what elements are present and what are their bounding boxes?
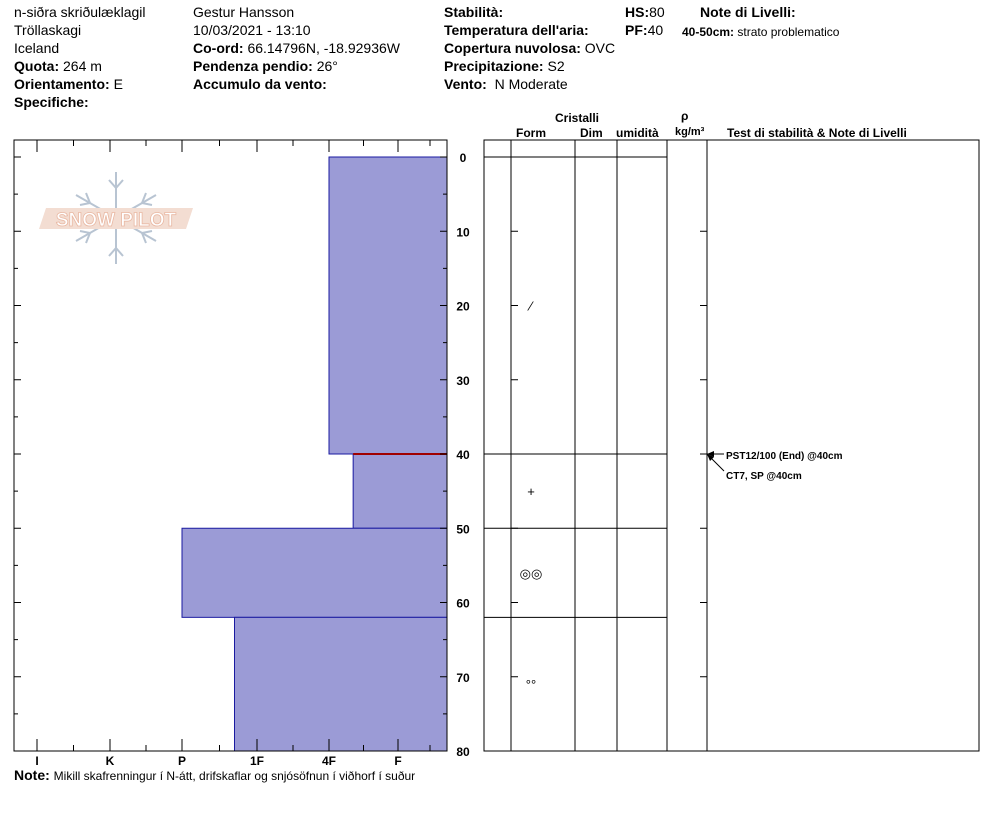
pf-value: 40 — [647, 22, 664, 38]
hardness-label: 4F — [321, 754, 337, 768]
pf-label: PF: — [625, 22, 648, 38]
hardness-layers — [182, 157, 447, 751]
depth-label: 50 — [456, 522, 470, 537]
size-header: Dim — [580, 126, 603, 140]
specifics-label: Specifiche: — [14, 94, 89, 110]
depth-label: 0 — [459, 151, 467, 165]
hs-value: 80 — [649, 4, 665, 20]
note-row — [14, 767, 415, 784]
stability-label: Stabilità: — [444, 4, 504, 20]
layer-table-frame — [484, 140, 979, 751]
rounded-grains-icon: + — [527, 484, 535, 500]
aspect-label: Orientamento: — [14, 76, 110, 92]
hardness-label: P — [177, 754, 187, 768]
depth-label: 30 — [456, 373, 470, 388]
stability-test-label: PST12/100 (End) @40cm — [726, 451, 843, 462]
form-header: Form — [516, 126, 546, 140]
layer-note-text: strato problematico — [737, 25, 840, 39]
snowflake-logo-icon — [39, 172, 193, 264]
hardness-layer-0 — [329, 157, 447, 454]
air-temp-label: Temperatura dell'aria: — [444, 22, 589, 38]
depth-label: 80 — [456, 745, 470, 759]
note-label: Note: — [14, 767, 50, 783]
melt-forms-icon: ◎◎ — [519, 565, 543, 581]
wind-loading-label: Accumulo da vento: — [193, 76, 327, 92]
depth-label: 60 — [456, 596, 470, 611]
hardness-layer-3 — [235, 617, 448, 751]
decomposing-fragments-icon: ⁄ — [529, 298, 533, 314]
coords-label: Co-ord: — [193, 40, 244, 56]
hardness-label: F — [394, 754, 402, 768]
hardness-layer-1 — [353, 454, 447, 528]
wind-label: Vento: — [444, 76, 487, 92]
location-line-3: Iceland — [14, 40, 60, 56]
precip-label: Precipitazione: — [444, 58, 544, 74]
note-text: Mikill skafrenningur í N-átt, drifskaflar og snjósöfnun í viðhorf í suður — [53, 769, 416, 783]
depth-label: 70 — [456, 670, 470, 685]
location-line-2: Tröllaskagi — [14, 22, 82, 38]
hs-label: HS: — [625, 4, 650, 20]
depth-label: 10 — [456, 225, 470, 240]
hardness-label: 1F — [249, 754, 265, 768]
tests-header: Test di stabilità & Note di Livelli — [727, 126, 907, 140]
slope-label: Pendenza pendio: — [193, 58, 313, 74]
layer-notes-label: Note di Livelli: — [700, 4, 796, 20]
layer-note-range: 40-50cm: — [682, 25, 735, 39]
hardness-label: I — [35, 754, 39, 768]
aspect-value: E — [113, 76, 123, 92]
moisture-header: umidità — [616, 126, 659, 140]
wind-value: N Moderate — [494, 76, 568, 92]
density-unit-header: kg/m³ — [675, 126, 705, 138]
elevation-value: 264 m — [63, 58, 102, 74]
hardness-label: K — [105, 754, 115, 768]
melt-freeze-icon: °° — [525, 677, 537, 693]
slope-value: 26° — [316, 58, 338, 74]
sky-value: OVC — [584, 40, 616, 56]
stability-test-label: CT7, SP @40cm — [726, 471, 802, 482]
sky-label: Copertura nuvolosa: — [444, 40, 581, 56]
coords-value: 66.14796N, -18.92936W — [247, 40, 400, 56]
crystals-header: Cristalli — [555, 111, 600, 125]
datetime: 10/03/2021 - 13:10 — [193, 22, 311, 38]
location-line-1: n-siðra skriðulæklagil — [14, 4, 146, 20]
elevation-label: Quota: — [14, 58, 60, 74]
hardness-layer-2 — [182, 528, 447, 617]
chart-frames — [14, 140, 979, 751]
logo-text: SNOW PILOT — [55, 210, 177, 231]
precip-value: S2 — [547, 58, 565, 74]
rho-header: ρ — [681, 109, 689, 123]
observer: Gestur Hansson — [193, 4, 295, 20]
depth-label: 40 — [456, 448, 470, 462]
depth-label: 20 — [456, 299, 470, 314]
